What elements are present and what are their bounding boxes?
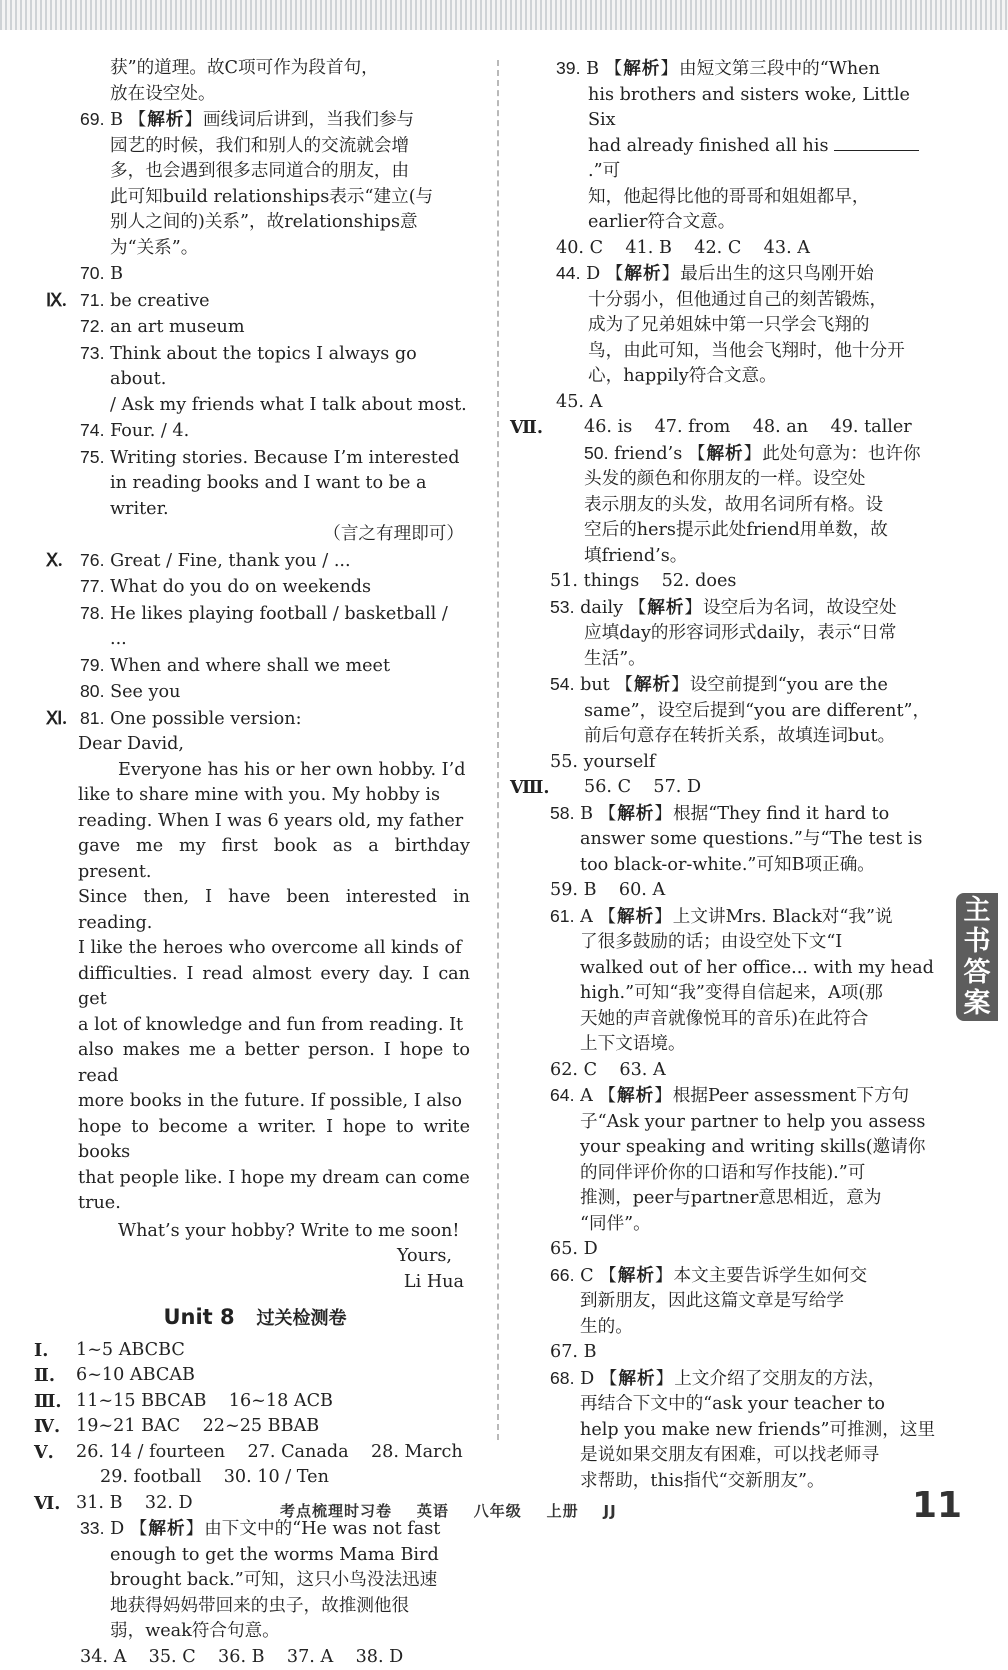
text-line: 应填day的形容词形式daily，表示“日常 (540, 621, 940, 647)
text-line: enough to get the worms Mama Bird (40, 1543, 470, 1569)
answer-70: 70. B (40, 261, 470, 288)
answer-line: 65. D (540, 1237, 940, 1263)
text-line: 放在设空处。 (40, 82, 470, 108)
text-line: 表示朋友的头发，故用名词所有格。设 (540, 493, 940, 519)
letter-salutation: Dear David, (40, 732, 470, 758)
answer-64: 64. A 【 解析 】 根据Peer assessment下方句 (540, 1083, 940, 1110)
answer-line: 59. B 60. A (540, 878, 940, 904)
answer-line: / Ask my friends what I talk about most. (40, 393, 470, 419)
text-line: 为“关系”。 (40, 236, 470, 262)
answer-68: 68. D 【 解析 】 上文介绍了交朋友的方法， (540, 1366, 940, 1393)
text-line: 到新朋友，因此这篇文章是写给学 (540, 1289, 940, 1315)
left-column (40, 56, 470, 1670)
letter-line: also makes me a better person. I hope to read (40, 1038, 470, 1089)
answer-66: 66. C 【 解析 】 本文主要告诉学生如何交 (540, 1263, 940, 1290)
letter-line: Since then, I have been interested in reading. (40, 885, 470, 936)
unit-answer-line: Ⅲ. 11~15 BBCAB 16~18 ACB (40, 1389, 470, 1415)
answer-53: 53. daily 【 解析 】 设空后为名词，故设空处 (540, 595, 940, 622)
unit-answer-line: Ⅰ. 1~5 ABCBC (40, 1338, 470, 1364)
analysis-tag: 【 解析 】 (599, 804, 673, 824)
analysis-tag: 【 解析 】 (599, 1266, 673, 1286)
text-line: 生活”。 (540, 647, 940, 673)
column-divider (497, 60, 499, 1440)
unit-answer-line: Ⅵ. 31. B 32. D (40, 1491, 470, 1517)
letter-line: that people like. I hope my dream can come (40, 1166, 470, 1192)
text-line: 生的。 (540, 1315, 940, 1341)
letter-signature: Li Hua (40, 1270, 470, 1296)
analysis-tag: 【 解析 】 (688, 444, 762, 464)
text-line: too black-or-white.”可知B项正确。 (540, 853, 940, 879)
text-line: 别人之间的)关系”，故relationships意 (40, 210, 470, 236)
text-line: 多，也会遇到很多志同道合的朋友，由 (40, 159, 470, 185)
note: （言之有理即可） (40, 522, 470, 548)
answer-line: 73. Think about the topics I always go about. (40, 341, 470, 393)
text-line: 前后句意存在转折关系，故填连词but。 (540, 724, 940, 750)
text-line: 此可知build relationships表示“建立(与 (40, 185, 470, 211)
analysis-tag: 【 解析 】 (606, 264, 680, 284)
text-line: 空后的hers提示此处friend用单数，故 (540, 518, 940, 544)
section-x-line: Ⅹ. 76. Great / Fine, thank you / ... (40, 548, 470, 575)
text-line: 求帮助，this指代“交新朋友”。 (540, 1469, 940, 1495)
answer-50: 50. friend’s 【 解析 】 此处句意为：也许你 (540, 441, 940, 468)
text-line: 知，他起得比他的哥哥和姐姐都早， (540, 185, 940, 211)
letter-line: more books in the future. If possible, I also (40, 1089, 470, 1115)
text-line: 了很多鼓励的话；由设空处下文“I (540, 930, 940, 956)
letter-line: a lot of knowledge and fun from reading. It (40, 1013, 470, 1039)
text-line: 心，happily符合文意。 (540, 364, 940, 390)
answer-line: 34. A 35. C 36. B 37. A 38. D (40, 1645, 470, 1670)
text-line: had already finished all his .”可 (540, 134, 940, 185)
answer-line: 62. C 63. A (540, 1058, 940, 1084)
analysis-tag: 【 解析 】 (598, 1086, 672, 1106)
letter-line: like to share mine with you. My hobby is (40, 783, 470, 809)
answer-54: 54. but 【 解析 】 设空前提到“you are the (540, 672, 940, 699)
text-line: earlier符合文意。 (540, 210, 940, 236)
answer-line: 74. Four. / 4. (40, 418, 470, 445)
text-line: 头发的颜色和你朋友的一样。设空处 (540, 467, 940, 493)
letter-line: hope to become a writer. I hope to write books (40, 1115, 470, 1166)
analysis-tag: 【 解析 】 (600, 1369, 674, 1389)
page-top-border (0, 0, 1008, 30)
answer-39: 39. B 【 解析 】 由短文第三段中的“When (540, 56, 940, 83)
analysis-tag: 【 解析 】 (629, 598, 703, 618)
answer-69: 69. B 【 解析 】 画线词后讲到，当我们参与 (40, 107, 470, 134)
answer-line: 45. A (540, 390, 940, 416)
unit-heading: Unit 8 过关检测卷 (40, 1305, 470, 1332)
text-line: his brothers and sisters woke, Little Six (540, 83, 940, 134)
text-line: brought back.”可知，这只小鸟没法迅速 (40, 1568, 470, 1594)
text-line: 推测，peer与partner意思相近，意为 (540, 1186, 940, 1212)
text-line: same”，设空后提到“you are different”， (540, 699, 940, 725)
blank-line (834, 136, 919, 151)
text-line: 子“Ask your partner to help you assess (540, 1110, 940, 1136)
answer-58: 58. B 【 解析 】 根据“They find it hard to (540, 801, 940, 828)
answer-line: 72. an art museum (40, 314, 470, 341)
letter-closing: What’s your hobby? Write to me soon! (40, 1219, 470, 1245)
letter-line: gave me my first book as a birthday present. (40, 834, 470, 885)
answer-line: 80. See you (40, 679, 470, 706)
text-line: 是说如果交朋友有困难，可以找老师寻 (540, 1443, 940, 1469)
letter-line: true. (40, 1191, 470, 1217)
answer-44: 44. D 【 解析 】 最后出生的这只鸟刚开始 (540, 261, 940, 288)
answer-line: 78. He likes playing football / basketball / ... (40, 601, 470, 653)
answer-line: in reading books and I want to be a writer. (40, 471, 470, 522)
letter-line: Everyone has his or her own hobby. I’d (40, 758, 470, 784)
text-line: 成为了兄弟姐妹中第一只学会飞翔的 (540, 313, 940, 339)
text-line: 填friend’s。 (540, 544, 940, 570)
text-line: your speaking and writing skills(邀请你 (540, 1135, 940, 1161)
text-line: 十分弱小，但他通过自己的刻苦锻炼， (540, 288, 940, 314)
answer-line: 79. When and where shall we meet (40, 653, 470, 680)
unit-answer-line: Ⅴ. 26. 14 / fourteen 27. Canada 28. March (40, 1440, 470, 1466)
answer-61: 61. A 【 解析 】 上文讲Mrs. Black对“我”说 (540, 904, 940, 931)
answer-line: 67. B (540, 1340, 940, 1366)
section-xi-line: Ⅺ. 81. One possible version: (40, 706, 470, 733)
text-line: 鸟，由此可知，当他会飞翔时，他十分开 (540, 339, 940, 365)
text-line: 的同伴评价你的口语和写作技能).”可 (540, 1161, 940, 1187)
analysis-tag: 【 解析 】 (129, 110, 203, 130)
text-line: 天她的声音就像悦耳的音乐)在此符合 (540, 1007, 940, 1033)
text-line: high.”可知“我”变得自信起来，A项(那 (540, 981, 940, 1007)
analysis-tag: 【 解析 】 (605, 59, 679, 79)
answer-line: 40. C 41. B 42. C 43. A (540, 236, 940, 262)
right-column (540, 56, 940, 1494)
text-line: answer some questions.”与“The test is (540, 827, 940, 853)
answer-33: 33. D 【 解析 】 由下文中的“He was not fast (40, 1516, 470, 1543)
section-viii-line: Ⅷ. 56. C 57. D (540, 775, 940, 801)
text-line: help you make new friends”可推测，这里 (540, 1418, 940, 1444)
section-ix-line: Ⅸ. 71. be creative (40, 288, 470, 315)
text-line: walked out of her office... with my head (540, 956, 940, 982)
answer-line: 77. What do you do on weekends (40, 574, 470, 601)
text-line: 再结合下文中的“ask your teacher to (540, 1392, 940, 1418)
letter-line: reading. When I was 6 years old, my father (40, 809, 470, 835)
analysis-tag: 【 解析 】 (615, 675, 689, 695)
answer-line: 75. Writing stories. Because I’m interested (40, 445, 470, 472)
letter-line: difficulties. I read almost every day. I can get (40, 962, 470, 1013)
text-line: 获”的道理。故C项可作为段首句， (40, 56, 470, 82)
answer-key-side-tab: 主 书 答 案 (956, 893, 998, 1021)
letter-yours: Yours, (40, 1244, 470, 1270)
text-line: 园艺的时候，我们和别人的交流就会增 (40, 134, 470, 160)
analysis-tag: 【 解析 】 (598, 907, 672, 927)
text-line: 弱，weak符合句意。 (40, 1619, 470, 1645)
analysis-tag: 【 解析 】 (130, 1519, 204, 1539)
unit-answer-line: Ⅳ. 19~21 BAC 22~25 BBAB (40, 1414, 470, 1440)
text-line: “同伴”。 (540, 1212, 940, 1238)
page-number: 11 (912, 1485, 962, 1526)
unit-answer-line: 29. football 30. 10 / Ten (40, 1465, 470, 1491)
text-line: 上下文语境。 (540, 1032, 940, 1058)
section-vii-line: Ⅶ. 46. is 47. from 48. an 49. taller (540, 415, 940, 441)
answer-line: 51. things 52. does (540, 569, 940, 595)
page-footer: 考点梳理时习卷 英语 八年级 上册 JJ (280, 1500, 617, 1521)
unit-answer-line: Ⅱ. 6~10 ABCAB (40, 1363, 470, 1389)
text-line: 地获得妈妈带回来的虫子，故推测他很 (40, 1594, 470, 1620)
answer-line: 55. yourself (540, 750, 940, 776)
letter-line: I like the heroes who overcome all kinds of (40, 936, 470, 962)
